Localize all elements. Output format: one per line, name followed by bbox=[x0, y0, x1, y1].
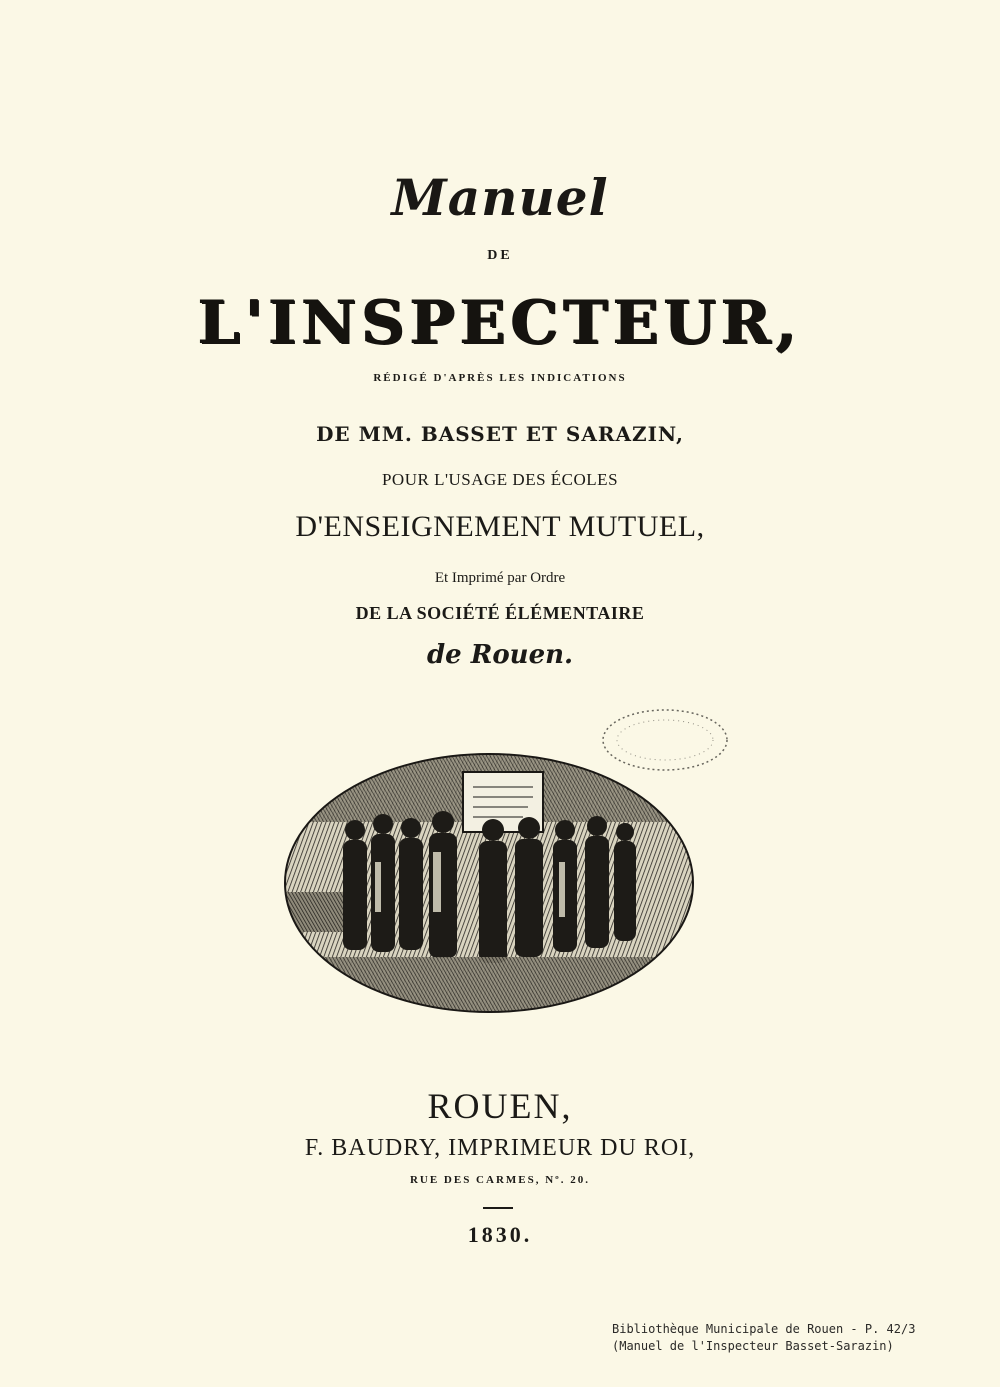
divider-rule bbox=[483, 1207, 513, 1209]
imprime-line: Et Imprimé par Ordre bbox=[434, 570, 566, 586]
credit-line-1: Bibliothèque Municipale de Rouen - P. 42/3 bbox=[612, 1322, 916, 1336]
enseignement-line: D'ENSEIGNEMENT MUTUEL, bbox=[295, 510, 705, 543]
city-line: de Rouen. bbox=[426, 640, 574, 670]
imprint-printer: F. BAUDRY, IMPRIMEUR DU ROI, bbox=[304, 1135, 696, 1161]
imprint-city: ROUEN, bbox=[427, 1086, 573, 1126]
subtitle-redige: RÉDIGÉ D'APRÈS LES INDICATIONS bbox=[373, 372, 627, 384]
library-credit bbox=[612, 1321, 952, 1355]
engraving-illustration bbox=[283, 752, 695, 1014]
title-inspecteur: L'INSPECTEUR, bbox=[198, 288, 802, 358]
societe-line: DE LA SOCIÉTÉ ÉLÉMENTAIRE bbox=[355, 603, 645, 623]
imprint-address: RUE DES CARMES, Nº. 20. bbox=[409, 1174, 591, 1186]
usage-line: POUR L'USAGE DES ÉCOLES bbox=[381, 470, 619, 489]
title-manuel: Manuel bbox=[391, 168, 609, 227]
title-de: DE bbox=[487, 248, 513, 263]
authors-line: DE MM. BASSET ET SARAZIN, bbox=[316, 422, 684, 446]
credit-line-2: (Manuel de l'Inspecteur Basset-Sarazin) bbox=[612, 1339, 894, 1353]
imprint-year: 1830. bbox=[467, 1222, 533, 1247]
